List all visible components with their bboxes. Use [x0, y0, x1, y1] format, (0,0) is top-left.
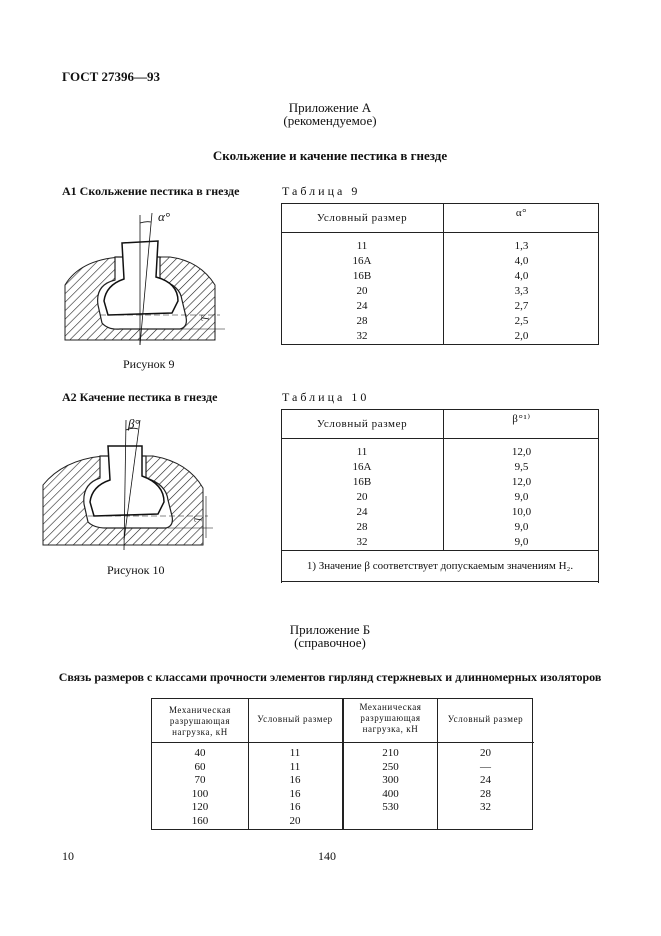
- appendix-b-subtitle: (справочное): [294, 635, 366, 650]
- table-row: 28 9,0: [281, 520, 599, 535]
- table-row: 16В 12,0: [281, 475, 599, 490]
- col-load-header-left: Механическая разрушающая нагрузка, кН: [168, 705, 232, 737]
- figure-10-drawing: [38, 410, 218, 560]
- figure-9-caption: Рисунок 9: [123, 357, 175, 371]
- table-row: 16А 4,0: [281, 254, 599, 269]
- table-row: 11 12,0: [281, 445, 599, 460]
- table-row: 32 2,0: [281, 329, 599, 345]
- table-row: 16В 4,0: [281, 269, 599, 284]
- table-row: 16А 9,5: [281, 460, 599, 475]
- left-size-values: 11 11 16 16 16 20: [289, 747, 301, 827]
- footer-left: 10: [62, 849, 74, 863]
- table-strength: [151, 698, 533, 830]
- appendix-a-title: Приложение А: [288, 100, 372, 115]
- table-9-title: Таблица 9: [282, 184, 361, 198]
- figure-9-angle-label: α°: [158, 209, 171, 224]
- appendix-a-subtitle: (рекомендуемое): [283, 113, 377, 128]
- table-9-col1-header: Условный размер: [281, 204, 444, 233]
- table-10-footnote: 1) Значение β соответствует допускаемым значениям H₂.: [306, 559, 574, 572]
- table-row: 20 9,0: [281, 490, 599, 505]
- table-row: 11 1,3: [281, 239, 599, 254]
- table-row: 24 10,0: [281, 505, 599, 520]
- col-load-header-right: Механическая разрушающая нагрузка, кН: [359, 702, 422, 734]
- section-a1-heading: А1 Скольжение пестика в гнезде: [62, 184, 240, 198]
- right-size-values: 20 — 24 28 32: [480, 747, 491, 813]
- figure-10-angle-label: β°: [128, 416, 140, 431]
- left-load-values: 40 60 70 100 120 160: [191, 747, 209, 827]
- col-size-header-right: Условный размер: [447, 714, 524, 724]
- appendix-a-heading: Скольжение и качение пестика в гнезде: [212, 148, 448, 163]
- table-row: 28 2,5: [281, 314, 599, 329]
- appendix-b-title: Приложение Б: [289, 622, 371, 637]
- table-row: 32 9,0: [281, 535, 599, 551]
- figure-10-dim-label: T: [193, 516, 205, 523]
- col-size-header-left: Условный размер: [257, 714, 333, 724]
- table-9: [281, 203, 599, 345]
- right-load-values: 210 250 300 400 530: [382, 747, 399, 813]
- table-9-col2-header: α°: [515, 207, 528, 219]
- table-10-col2-header: β°¹⁾: [512, 413, 531, 425]
- table-row: 24 2,7: [281, 299, 599, 314]
- appendix-b-heading: Связь размеров с классами прочности элементов гирлянд стержневых и длинномерных изоляторов: [58, 670, 602, 684]
- doc-id: ГОСТ 27396—93: [62, 69, 161, 84]
- section-a2-heading: А2 Качение пестика в гнезде: [62, 390, 218, 404]
- table-10: [281, 409, 599, 582]
- figure-9-dim-label: T: [200, 315, 212, 322]
- table-10-title: Таблица 10: [282, 390, 370, 404]
- figure-10-caption: Рисунок 10: [107, 563, 165, 577]
- figure-9-drawing: [60, 205, 230, 355]
- table-10-col1-header: Условный размер: [281, 410, 444, 439]
- page-number: 140: [318, 849, 336, 863]
- table-row: 20 3,3: [281, 284, 599, 299]
